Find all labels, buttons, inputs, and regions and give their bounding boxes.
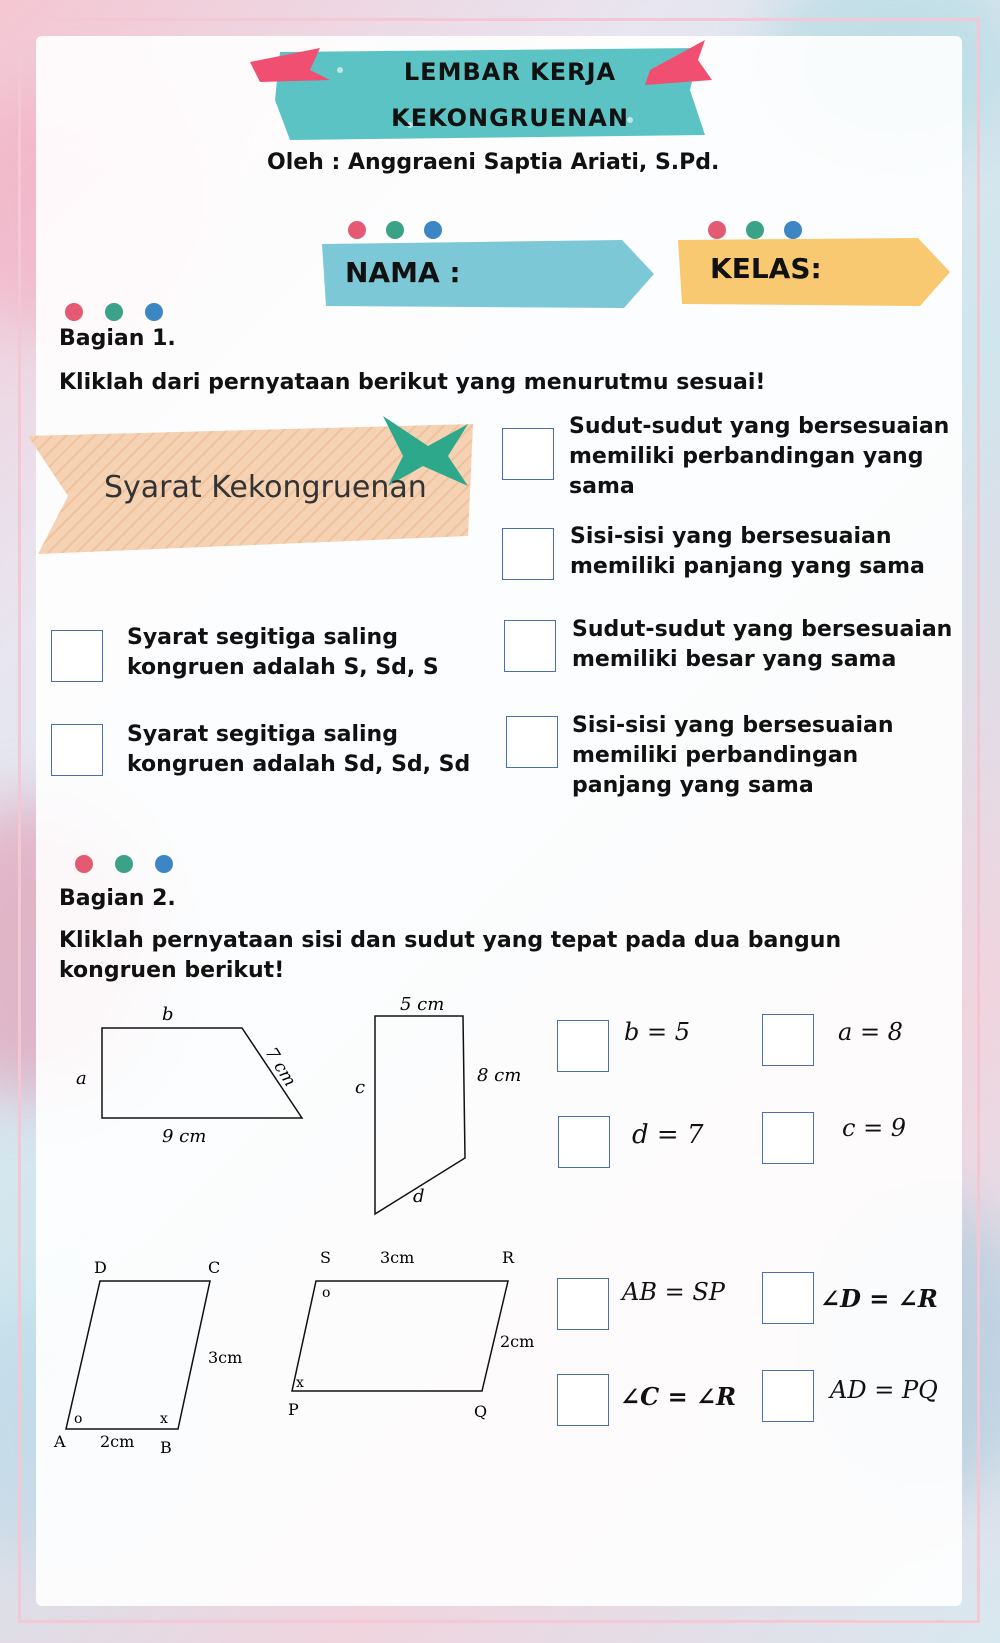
class-label: KELAS: bbox=[710, 252, 822, 285]
angle-o: o bbox=[74, 1411, 83, 1427]
checkbox-d7[interactable] bbox=[558, 1116, 610, 1168]
banner-text: Syarat Kekongruenan bbox=[104, 470, 427, 505]
checkbox-angle-d-r[interactable] bbox=[762, 1272, 814, 1324]
angle-o: o bbox=[322, 1285, 331, 1301]
label-B: B bbox=[160, 1438, 172, 1455]
option-angle-c-r: ∠C = ∠R bbox=[620, 1382, 737, 1411]
checkbox-ab-sp[interactable] bbox=[557, 1278, 609, 1330]
checkbox-ad-pq[interactable] bbox=[762, 1370, 814, 1422]
label-7cm: 7 cm bbox=[260, 1044, 300, 1091]
figure-parallelogram-abcd bbox=[50, 1255, 260, 1455]
option-ab-sp: AB = SP bbox=[622, 1278, 725, 1306]
option6-text: Sisi-sisi yang bersesuaian memiliki perbandingan panjang yang sama bbox=[572, 713, 894, 798]
section2-heading: Bagian 2. bbox=[59, 886, 176, 911]
option3-text: Syarat segitiga saling kongruen adalah S, Sd, S bbox=[127, 625, 439, 680]
name-input[interactable] bbox=[470, 252, 630, 292]
label-8cm: 8 cm bbox=[477, 1065, 522, 1086]
label-c: c bbox=[355, 1077, 366, 1098]
section1-instruction: Kliklah dari pernyataan berikut yang menurutmu sesuai! bbox=[59, 370, 766, 395]
label-C: C bbox=[208, 1258, 221, 1277]
option2-text: Sisi-sisi yang bersesuaian memiliki panjang yang sama bbox=[570, 524, 925, 579]
angle-x: x bbox=[160, 1411, 168, 1427]
label-A: A bbox=[54, 1432, 66, 1451]
checkbox-option1[interactable] bbox=[502, 428, 554, 480]
label-P: P bbox=[288, 1400, 299, 1419]
name-label: NAMA : bbox=[345, 256, 461, 289]
label-d: d bbox=[413, 1186, 425, 1207]
label-2cm-side: 2cm bbox=[500, 1332, 535, 1351]
label-9cm: 9 cm bbox=[162, 1126, 207, 1147]
option-ad-pq: AD = PQ bbox=[830, 1376, 938, 1404]
quad-shape bbox=[375, 1016, 465, 1214]
title-line1: LEMBAR KERJA bbox=[403, 58, 617, 86]
checkbox-option5[interactable] bbox=[51, 724, 103, 776]
parallelogram-abcd bbox=[66, 1281, 210, 1429]
checkbox-option2[interactable] bbox=[502, 528, 554, 580]
label-S: S bbox=[320, 1248, 331, 1267]
label-3cm-top: 3cm bbox=[380, 1248, 415, 1267]
label-b: b bbox=[162, 1004, 174, 1025]
checkbox-b5[interactable] bbox=[557, 1020, 609, 1072]
pins-icon bbox=[62, 300, 172, 328]
pins-icon bbox=[72, 852, 182, 880]
checkbox-option6[interactable] bbox=[506, 716, 558, 768]
label-a: a bbox=[76, 1068, 87, 1089]
label-5cm: 5 cm bbox=[400, 994, 445, 1015]
label-2cm: 2cm bbox=[100, 1432, 135, 1451]
label-R: R bbox=[502, 1248, 515, 1267]
trapezoid-shape bbox=[102, 1028, 302, 1118]
label-Q: Q bbox=[474, 1402, 488, 1421]
option4-text: Sudut-sudut yang bersesuaian memiliki besar yang sama bbox=[572, 617, 953, 672]
option-b5: b = 5 bbox=[624, 1018, 690, 1046]
option-c9: c = 9 bbox=[842, 1114, 907, 1142]
figure-trapezoid-2 bbox=[345, 992, 525, 1222]
author: Oleh : Anggraeni Saptia Ariati, S.Pd. bbox=[267, 150, 720, 175]
figure-parallelogram-pqrs bbox=[280, 1245, 550, 1425]
option-d7: d = 7 bbox=[632, 1120, 704, 1150]
title-line2: KEKONGRUENAN bbox=[391, 104, 629, 132]
checkbox-a8[interactable] bbox=[762, 1014, 814, 1066]
option-a8: a = 8 bbox=[838, 1018, 903, 1046]
class-input[interactable] bbox=[830, 250, 930, 290]
option1-text: Sudut-sudut yang bersesuaian memiliki perbandingan yang sama bbox=[569, 414, 950, 499]
angle-x: x bbox=[296, 1375, 304, 1391]
label-D: D bbox=[94, 1258, 107, 1277]
checkbox-option3[interactable] bbox=[51, 630, 103, 682]
checkbox-option4[interactable] bbox=[504, 620, 556, 672]
option-angle-d-r: ∠D = ∠R bbox=[820, 1284, 938, 1313]
option5-text: Syarat segitiga saling kongruen adalah Sd, Sd, Sd bbox=[127, 722, 471, 777]
section1-heading: Bagian 1. bbox=[59, 326, 176, 351]
figure-trapezoid-1 bbox=[70, 1000, 320, 1150]
section2-instruction-1: Kliklah pernyataan sisi dan sudut yang tepat pada dua bangun bbox=[59, 928, 842, 953]
section2-instruction-2: kongruen berikut! bbox=[59, 958, 285, 983]
label-3cm: 3cm bbox=[208, 1348, 243, 1367]
checkbox-angle-c-r[interactable] bbox=[557, 1374, 609, 1426]
checkbox-c9[interactable] bbox=[762, 1112, 814, 1164]
